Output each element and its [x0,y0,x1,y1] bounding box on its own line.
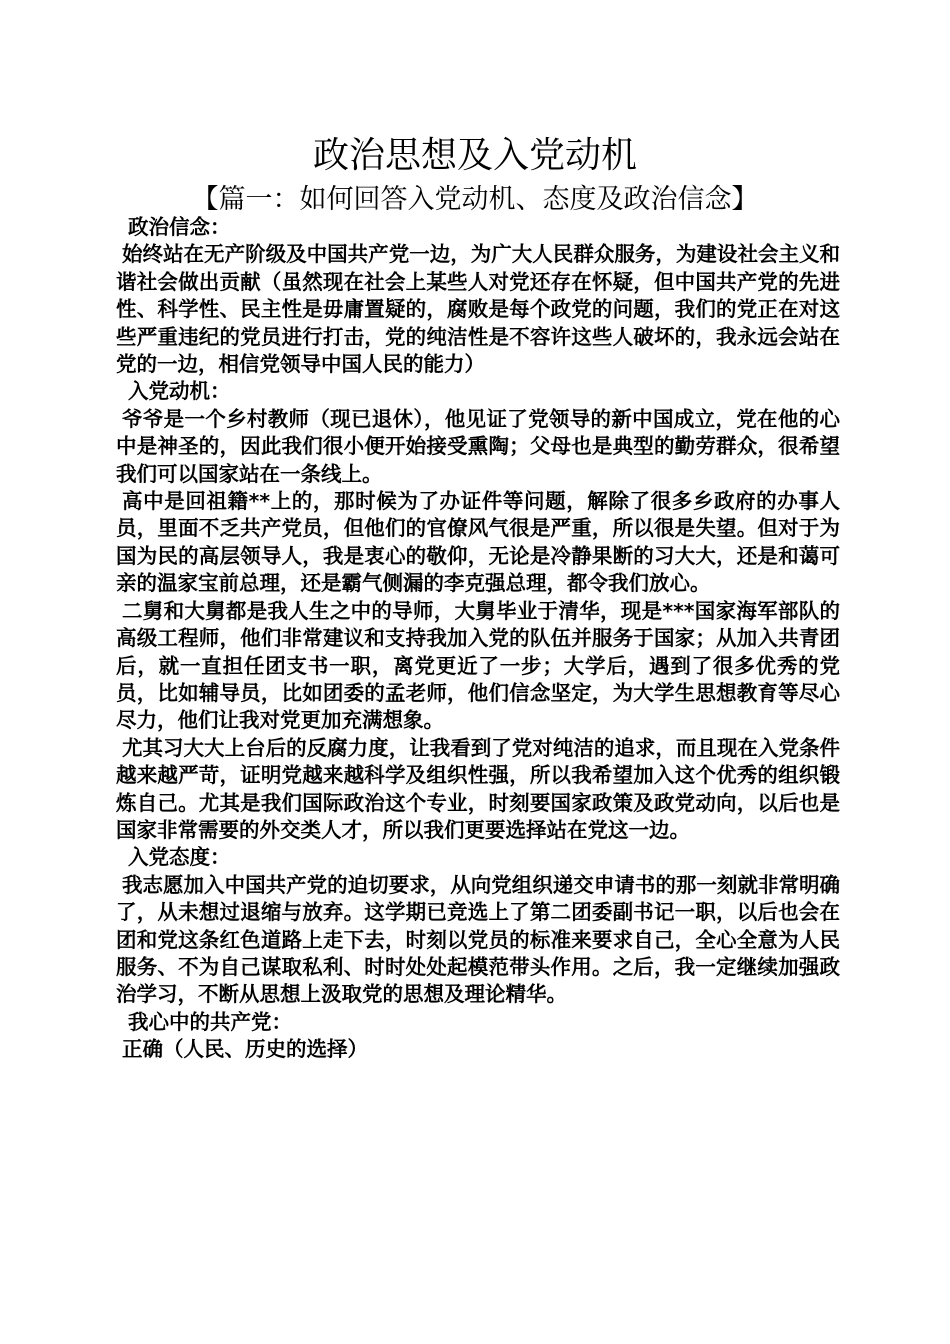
paragraph-motivation-1: 爷爷是一个乡村教师（现已退休），他见证了党领导的新中国成立，党在他的心中是神圣的，因此我们很小便开始接受熏陶；父母也是典型的勤劳群众，很希望我们可以国家站在一条线上。 [116,406,840,486]
paragraph-belief-1: 始终站在无产阶级及中国共产党一边，为广大人民群众服务，为建设社会主义和谐社会做出贡献（虽然现在社会上某些人对党还存在怀疑，但中国共产党的先进性、科学性、民主性是毋庸置疑的，腐败是每个政党的问题，我们的党正在对这些严重违纪的党员进行打击，党的纯洁性是不容许这些人破坏的，我永远会站在党的一边，相信党领导中国人民的能力） [116,242,840,377]
document-body [116,214,840,1064]
section-heading-belief: 政治信念： [128,215,231,239]
paragraph-attitude-1: 我志愿加入中国共产党的迫切要求，从向党组织递交申请书的那一刻就非常明确了，从未想过退缩与放弃。这学期已竞选上了第二团委副书记一职，以后也会在团和党这条红色道路上走下去，时刻以党员的标准来要求自己，全心全意为人民服务、不为自己谋取私利、时时处处起模范带头作用。之后，我一定继续加强政治学习，不断从思想上汲取党的思想及理论精华。 [116,872,840,1007]
paragraph-motivation-2: 高中是回祖籍**上的，那时候为了办证件等问题，解除了很多乡政府的办事人员，里面不乏共产党员，但他们的官僚风气很是严重，所以很是失望。但对于为国为民的高层领导人，我是衷心的敬仰，无论是冷静果断的习大大，还是和蔼可亲的温家宝前总理，还是霸气侧漏的李克强总理，都令我们放心。 [116,489,840,596]
paragraph-motivation-4: 尤其习大大上台后的反腐力度，让我看到了党对纯洁的追求，而且现在入党条件越来越严苛，证明党越来越科学及组织性强，所以我希望加入这个优秀的组织锻炼自己。尤其是我们国际政治这个专业，时刻要国家政策及政党动向，以后也是国家非常需要的外交类人才，所以我们更要选择站在党这一边。 [116,735,840,842]
paragraph-party-in-heart-1: 正确（人民、历史的选择） [122,1037,368,1062]
paragraph-motivation-3: 二舅和大舅都是我人生之中的导师，大舅毕业于清华，现是***国家海军部队的高级工程师，他们非常建议和支持我加入党的队伍并服务于国家；从加入共青团后，就一直担任团支书一职，离党更近了一步；大学后，遇到了很多优秀的党员，比如辅导员，比如团委的孟老师，他们信念坚定，为大学生思想教育等尽心尽力，他们让我对党更加充满想象。 [116,598,840,733]
document-subtitle: 【篇一：如何回答入党动机、态度及政治信念】 [191,184,759,216]
section-heading-attitude: 入党态度： [128,845,231,870]
section-heading-party-in-heart: 我心中的共产党： [128,1009,292,1034]
document-title: 政治思想及入党动机 [312,135,637,177]
section-heading-motivation: 入党动机： [128,379,231,404]
